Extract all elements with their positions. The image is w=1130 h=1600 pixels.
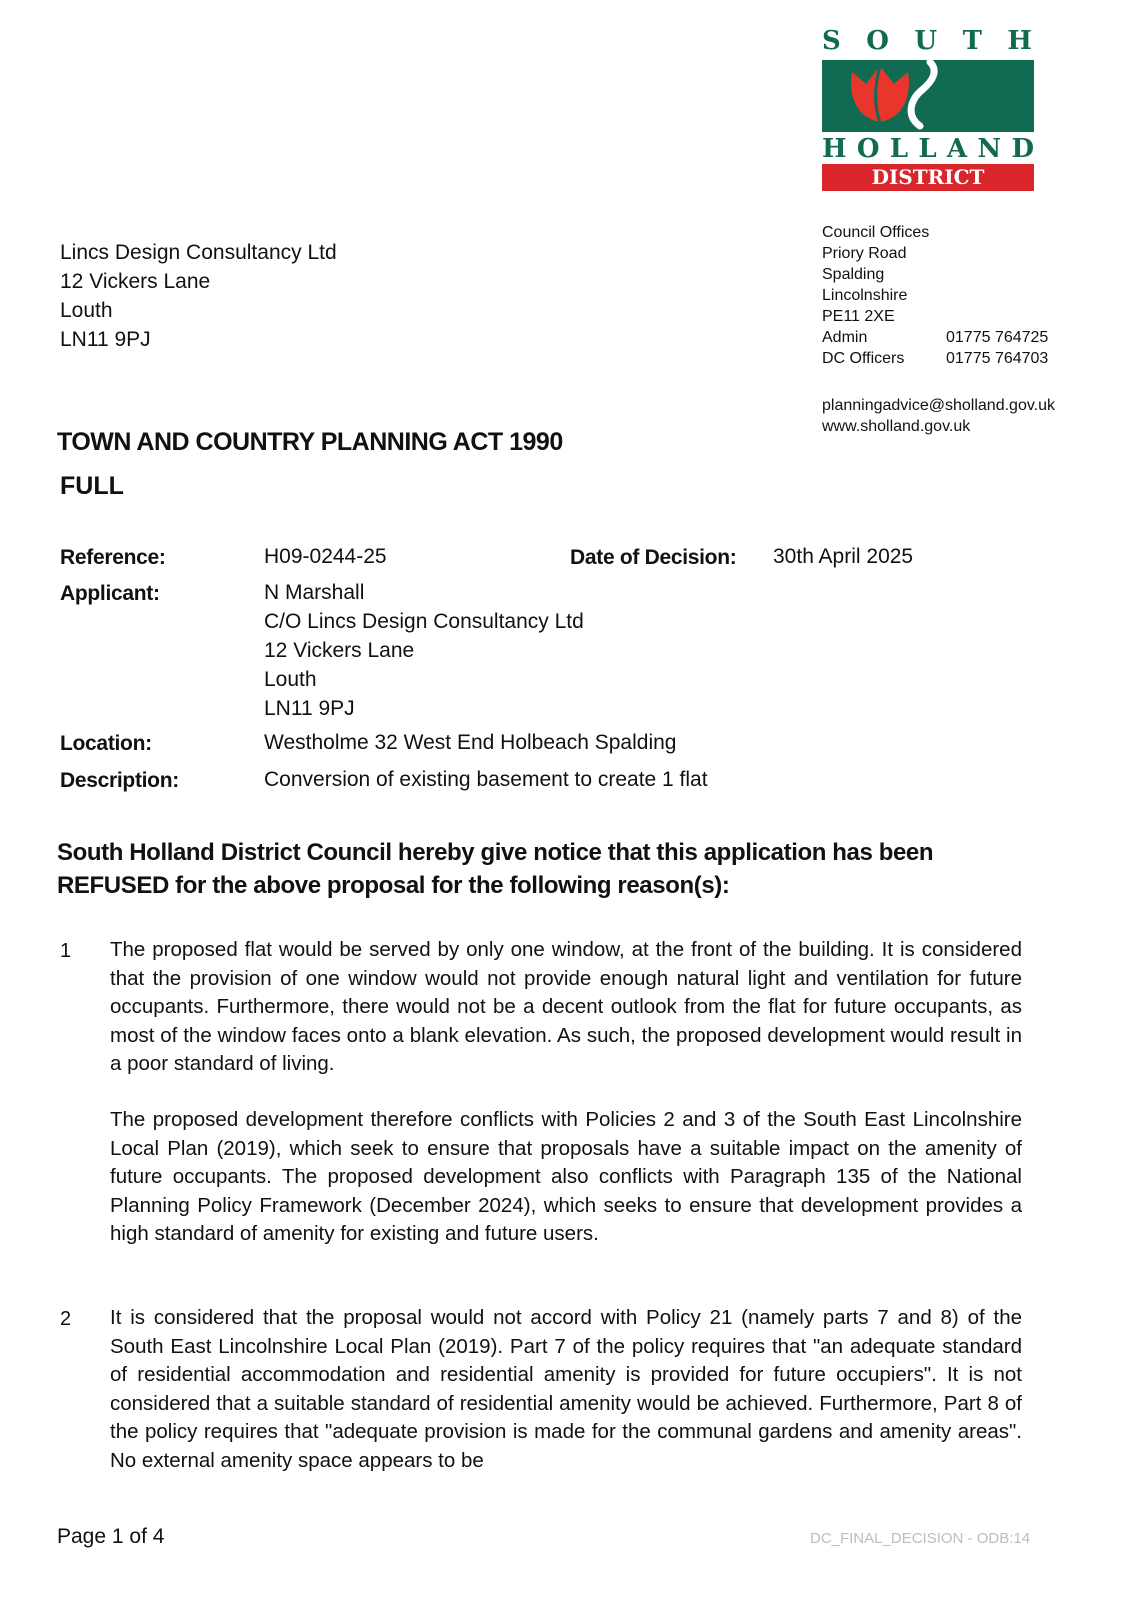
applicant-line: Louth: [264, 668, 317, 691]
location-label: Location:: [60, 732, 152, 755]
council-address-line: Priory Road: [822, 245, 907, 262]
dc-phone-row: [822, 348, 1055, 369]
location-value: Westholme 32 West End Holbeach Spalding: [264, 731, 677, 754]
reference-value: H09-0244-25: [264, 545, 387, 568]
logo-letter: S: [822, 26, 841, 56]
description-label: Description:: [60, 769, 179, 792]
application-type: FULL: [60, 472, 124, 500]
council-address-line: Council Offices: [822, 224, 930, 241]
logo-letter: O: [866, 26, 889, 56]
reason-paragraph: The proposed development therefore conflicts with Policies 2 and 3 of the South East Lincolnshire Local Plan (2019), which seek to ensure that proposals have a suitable impact on the amenity of future occupants. The proposed development also conflicts with Paragraph 135 of the National Planning Policy Framework (December 2024), which seeks to ensure that development provides a high standard of amenity for existing and future users.: [110, 1108, 1022, 1245]
address-line: Lincs Design Consultancy Ltd: [60, 241, 337, 264]
reason-number: 1: [60, 940, 72, 962]
council-address-line: Spalding: [822, 266, 885, 283]
admin-phone-row: [822, 327, 1055, 348]
tulip-icon: [822, 60, 1034, 132]
logo-district-council-band: DISTRICT COUNCIL: [822, 164, 1034, 191]
council-contact-block: [822, 222, 1055, 437]
logo-letter: A: [946, 134, 968, 164]
applicant-label: Applicant:: [60, 582, 160, 605]
council-address-line: Lincolnshire: [822, 287, 908, 304]
admin-label: Admin: [822, 329, 868, 346]
act-heading: TOWN AND COUNTRY PLANNING ACT 1990: [57, 428, 563, 456]
admin-phone: 01775 764725: [946, 329, 1049, 346]
council-address-line: PE11 2XE: [822, 308, 895, 325]
applicant-line: C/O Lincs Design Consultancy Ltd: [264, 610, 584, 633]
council-website: www.sholland.gov.uk: [822, 418, 971, 435]
reason-paragraph: It is considered that the proposal would not accord with Policy 21 (namely parts 7 and 8) of the South East Lincolnshire Local Plan (2019). Part 7 of the policy requires that "an adequate standard of residential accommodation and residential amenity is provided for future occupiers". It is not considered that a suitable standard of residential amenity would be achieved. Furthermore, Part 8 of the policy requires that "adequate provision is made for the communal gardens and amenity areas". No external amenity space appears to be: [110, 1306, 1022, 1472]
document-code: DC_FINAL_DECISION - ODB:14: [810, 1530, 1031, 1547]
tulip-emblem: [822, 60, 1034, 132]
applicant-line: 12 Vickers Lane: [264, 639, 415, 662]
logo-letter: H: [822, 134, 847, 164]
logo-word-holland: [822, 134, 1034, 164]
address-line: 12 Vickers Lane: [60, 270, 211, 293]
notice-line: REFUSED for the above proposal for the following reason(s):: [57, 872, 730, 899]
decision-date-value: 30th April 2025: [773, 545, 914, 568]
logo-letter: N: [977, 134, 1002, 164]
dc-phone: 01775 764703: [946, 350, 1049, 367]
notice-line: South Holland District Council hereby give notice that this application has been: [57, 839, 934, 866]
dc-label: DC Officers: [822, 350, 905, 367]
logo-letter: O: [856, 134, 880, 164]
logo-letter: D: [1011, 134, 1034, 164]
description-value: Conversion of existing basement to create 1 flat: [264, 768, 708, 791]
council-email: planningadvice@sholland.gov.uk: [822, 397, 1055, 414]
reason-paragraph: The proposed flat would be served by only one window, at the front of the building. It is considered that the provision of one window would not provide enough natural light and ventilation for future occupants. Furthermore, there would not be a decent outlook from the flat for future occupants, as most of the window faces onto a blank elevation. As such, the proposed development would result in a poor standard of living.: [110, 938, 1022, 1075]
address-line: LN11 9PJ: [60, 328, 151, 351]
logo-letter: L: [889, 134, 909, 164]
logo-letter: T: [962, 26, 982, 56]
applicant-line: N Marshall: [264, 581, 365, 604]
logo-letter: L: [918, 134, 937, 164]
decision-date-label: Date of Decision:: [570, 546, 737, 569]
council-logo: [822, 26, 1042, 216]
applicant-address: [264, 578, 584, 723]
address-line: Louth: [60, 299, 113, 322]
logo-letter: U: [914, 26, 938, 56]
reason-number: 2: [60, 1308, 72, 1330]
logo-letter: H: [1007, 26, 1032, 56]
page-number: Page 1 of 4: [57, 1525, 165, 1548]
applicant-line: LN11 9PJ: [264, 697, 355, 720]
refusal-notice: [57, 836, 1047, 902]
reference-label: Reference:: [60, 546, 166, 569]
logo-word-south: [822, 26, 1032, 56]
recipient-address: [60, 238, 337, 354]
